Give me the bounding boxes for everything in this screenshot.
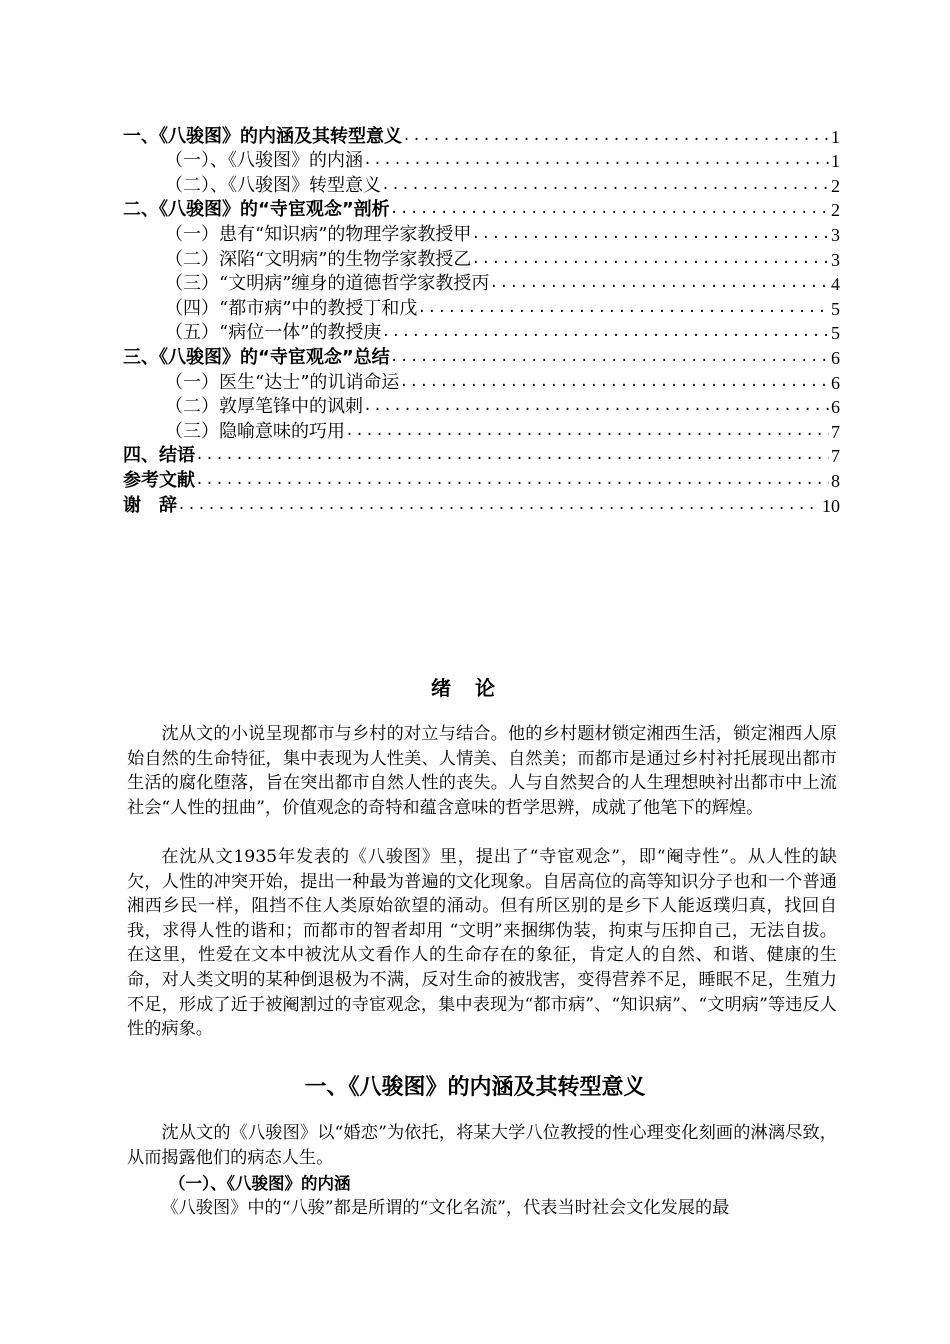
- toc-entry-label: （三）“文明病”缠身的道德哲学家教授丙: [165, 273, 490, 295]
- toc-leader-dots: [363, 395, 829, 419]
- toc-entry[interactable]: [123, 124, 840, 149]
- toc-entry-label: （三）隐喻意味的巧用: [165, 420, 345, 442]
- toc-page-number: 6: [831, 372, 840, 393]
- toc-leader-dots: [402, 125, 829, 149]
- toc-entry[interactable]: [123, 370, 840, 395]
- toc-page-number: 6: [831, 347, 840, 368]
- toc-leader-dots: [471, 223, 829, 247]
- toc-entry-label: （四）“都市病”中的教授丁和戊: [165, 297, 418, 319]
- toc-leader-dots: [381, 321, 829, 345]
- toc-entry-label: （五）“病位一体”的教授庚: [165, 322, 382, 344]
- subsection-1-paragraph: 《八骏图》中的“八骏”都是所谓的“文化名流”，代表当时社会文化发展的最: [161, 1198, 730, 1218]
- toc-leader-dots: [390, 198, 829, 222]
- toc-page-number: 3: [831, 249, 840, 270]
- intro-paragraph-2: 在沈从文1935年发表的《八骏图》里，提出了“寺宦观念”，即“阉寺性”。从人性的缺欠，人性的冲突开始，提出一种最为普遍的文化现象。自居高位的高等知识分子也和一个普通湘西乡民一样，阻挡不住人类原始欲望的涌动。但有所区别的是乡下人能返璞归真，找回自我，求得人性的谐和；而都市的智者却用 “文明”来捆绑伪装，拘束与压抑自己，无法自拔。在这里，性爱在文本中被沈从文看作人的生命存在的象征，肯定人的自然、和谐、健康的生命，对人类文明的某种倒退极为不满，反对生命的被戕害，变得营养不足，睡眠不足，生殖力不足，形成了近于被阉割过的寺宦观念，集中表现为“都市病”、“知识病”、“文明病”等违反人性的病象。: [127, 847, 837, 1040]
- toc-entry[interactable]: [123, 173, 840, 198]
- section-1-heading: 一、《八骏图》的内涵及其转型意义: [304, 1075, 646, 1100]
- toc-entry[interactable]: [123, 468, 840, 493]
- toc-entry[interactable]: [123, 247, 840, 272]
- toc-leader-dots: [195, 469, 829, 493]
- toc-leader-dots: [471, 248, 829, 272]
- toc-entry-label: 参考文献: [123, 469, 195, 491]
- toc-entry[interactable]: [123, 345, 840, 370]
- table-of-contents: [123, 124, 840, 518]
- section-1-paragraph: 沈从文的《八骏图》以“婚恋”为依托，将某大学八位教授的性心理变化刻画的淋漓尽致，从而揭露他们的病态人生。: [127, 1123, 837, 1168]
- toc-leader-dots: [381, 174, 829, 198]
- toc-page-number: 8: [831, 470, 840, 491]
- toc-page-number: 3: [831, 224, 840, 245]
- toc-page-number: 7: [831, 421, 840, 442]
- toc-leader-dots: [177, 494, 820, 518]
- subsection-1-heading: （一）、《八骏图》的内涵: [169, 1174, 351, 1193]
- toc-entry[interactable]: [123, 493, 840, 518]
- toc-page-number: 4: [831, 274, 840, 295]
- toc-entry-label: （二）、《八骏图》转型意义: [165, 174, 381, 196]
- toc-leader-dots: [363, 149, 829, 173]
- toc-leader-dots: [417, 297, 829, 321]
- toc-page-number: 6: [831, 397, 840, 418]
- toc-leader-dots: [195, 444, 829, 468]
- toc-entry-label: （一）医生“达士”的讥诮命运: [165, 371, 400, 393]
- toc-entry[interactable]: [123, 321, 840, 346]
- toc-entry[interactable]: [123, 419, 840, 444]
- toc-entry-label: （二）敦厚笔锋中的讽刺: [165, 396, 363, 418]
- toc-leader-dots: [489, 272, 829, 296]
- intro-paragraph-1: 沈从文的小说呈现都市与乡村的对立与结合。他的乡村题材锁定湘西生活，锁定湘西人原始自然的生命特征，集中表现为人性美、人情美、自然美；而都市是通过乡村衬托展现出都市生活的腐化堕落，旨在突出都市自然人性的丧失。人与自然契合的人生理想映衬出都市中上流社会“人性的扭曲”，价值观念的奇特和蕴含意味的哲学思辨，成就了他笔下的辉煌。: [127, 724, 837, 818]
- toc-leader-dots: [345, 420, 829, 444]
- toc-page-number: 5: [831, 323, 840, 344]
- toc-entry-label: （一）、《八骏图》的内涵: [165, 150, 363, 172]
- toc-entry[interactable]: [123, 444, 840, 469]
- toc-page-number: 2: [831, 200, 840, 221]
- toc-page-number: 1: [831, 126, 840, 147]
- toc-entry[interactable]: [123, 198, 840, 223]
- intro-heading: 绪论: [431, 676, 519, 700]
- toc-entry[interactable]: [123, 149, 840, 174]
- toc-page-number: 1: [831, 151, 840, 172]
- toc-entry[interactable]: [123, 296, 840, 321]
- toc-page-number: 7: [831, 446, 840, 467]
- toc-entry[interactable]: [123, 272, 840, 297]
- toc-entry[interactable]: [123, 395, 840, 420]
- toc-entry-label: 一、《八骏图》的内涵及其转型意义: [123, 125, 402, 147]
- toc-leader-dots: [390, 346, 829, 370]
- toc-entry-label: 二、《八骏图》的“寺宦观念”剖析: [123, 199, 390, 221]
- toc-entry-label: （二）深陷“文明病”的生物学家教授乙: [165, 248, 472, 270]
- toc-page-number: 5: [831, 298, 840, 319]
- toc-entry[interactable]: [123, 222, 840, 247]
- toc-leader-dots: [399, 371, 829, 395]
- toc-entry-label: 四、结语: [123, 445, 195, 467]
- toc-page-number: 10: [822, 495, 840, 516]
- toc-entry-label: （一）患有“知识病”的物理学家教授甲: [165, 223, 472, 245]
- toc-page-number: 2: [831, 175, 840, 196]
- toc-entry-label: 三、《八骏图》的“寺宦观念”总结: [123, 346, 390, 368]
- toc-entry-label: 谢 辞: [123, 494, 177, 516]
